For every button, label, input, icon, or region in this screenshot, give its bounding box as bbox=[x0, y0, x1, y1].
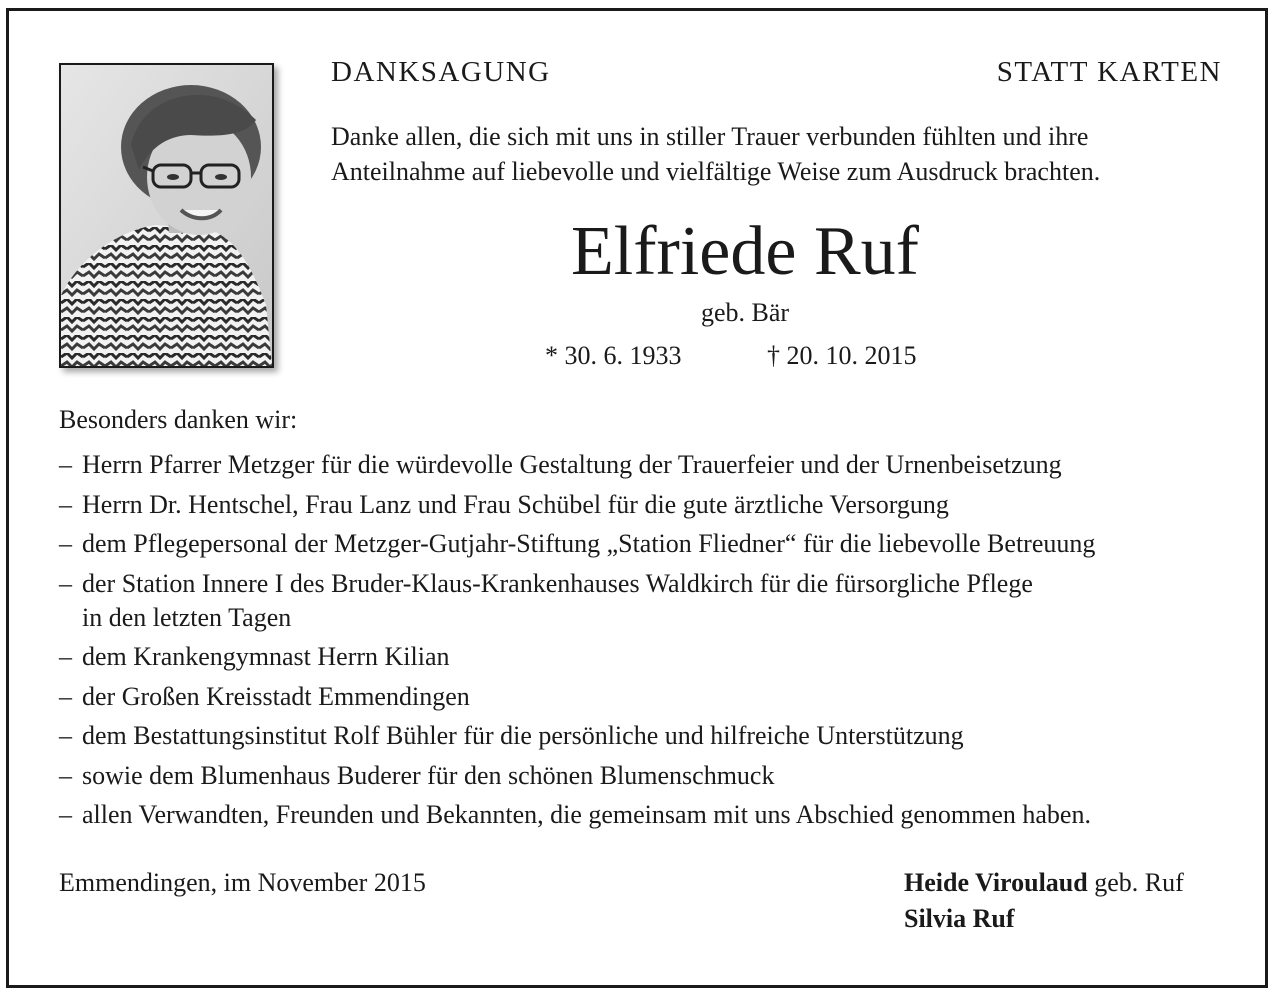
signer-1 bbox=[904, 868, 1184, 898]
list-item bbox=[59, 640, 1239, 674]
list-dash: – bbox=[59, 450, 72, 479]
thanks-list bbox=[59, 448, 1239, 838]
death-date: † 20. 10. 2015 bbox=[767, 341, 917, 370]
list-item-text: der Großen Kreisstadt Emmendingen bbox=[82, 681, 470, 711]
list-dash: – bbox=[59, 489, 72, 519]
signer-2 bbox=[904, 904, 1015, 934]
deceased-name: Elfriede Ruf bbox=[571, 213, 919, 290]
list-item bbox=[59, 680, 1239, 714]
list-dash: – bbox=[59, 721, 72, 750]
intro-line-2: Anteilnahme auf liebevolle und vielfältige Weise zum Ausdruck brachten. bbox=[331, 157, 1101, 186]
deceased-born-name: geb. Bär bbox=[700, 298, 790, 327]
list-item bbox=[59, 798, 1239, 832]
signer-1-name: Heide Viroulaud bbox=[904, 868, 1088, 897]
signer-2-name: Silvia Ruf bbox=[904, 904, 1015, 933]
list-item bbox=[59, 719, 1239, 753]
signer-1-suffix: geb. Ruf bbox=[1087, 868, 1184, 897]
list-item bbox=[59, 527, 1239, 561]
list-dash: – bbox=[59, 681, 72, 711]
list-item-text: dem Bestattungsinstitut Rolf Bühler für die persönliche und hilfreiche Unterstützung bbox=[82, 721, 964, 750]
list-item-text: Herrn Dr. Hentschel, Frau Lanz und Frau Schübel für die gute ärztliche Versorgung bbox=[82, 489, 949, 519]
list-dash: – bbox=[59, 800, 72, 829]
portrait-photo bbox=[59, 63, 274, 368]
list-item bbox=[59, 759, 1239, 793]
list-item-text: der Station Innere I des Bruder-Klaus-Krankenhauses Waldkirch für die fürsorgliche Pflege bbox=[82, 568, 1033, 598]
thanks-intro: Besonders danken wir: bbox=[59, 405, 298, 434]
list-item-text: allen Verwandten, Freunden und Bekannten, die gemeinsam mit uns Abschied genommen haben. bbox=[82, 800, 1091, 829]
list-item-text-continued: in den letzten Tagen bbox=[82, 602, 292, 632]
list-item bbox=[59, 567, 1239, 635]
list-item-text: Herrn Pfarrer Metzger für die würdevolle Gestaltung der Trauerfeier und der Urnenbeisetzung bbox=[82, 450, 1062, 479]
list-item-text: sowie dem Blumenhaus Buderer für den schönen Blumenschmuck bbox=[82, 760, 775, 790]
list-item bbox=[59, 448, 1239, 482]
intro-line-1: Danke allen, die sich mit uns in stiller Trauer verbunden fühlten und ihre bbox=[331, 122, 1089, 151]
list-dash: – bbox=[59, 568, 72, 598]
place-date: Emmendingen, im November 2015 bbox=[59, 868, 426, 897]
header-statt-karten: STATT KARTEN bbox=[996, 56, 1222, 88]
list-dash: – bbox=[59, 642, 72, 671]
birth-date: * 30. 6. 1933 bbox=[545, 341, 682, 370]
list-item bbox=[59, 488, 1239, 522]
list-item-text: dem Krankengymnast Herrn Kilian bbox=[82, 642, 450, 671]
list-dash: – bbox=[59, 760, 72, 790]
list-item-text: dem Pflegepersonal der Metzger-Gutjahr-Stiftung „Station Fliedner“ für die liebevolle Betreuung bbox=[82, 529, 1096, 558]
header-danksagung: DANKSAGUNG bbox=[331, 56, 551, 88]
list-dash: – bbox=[59, 529, 72, 558]
